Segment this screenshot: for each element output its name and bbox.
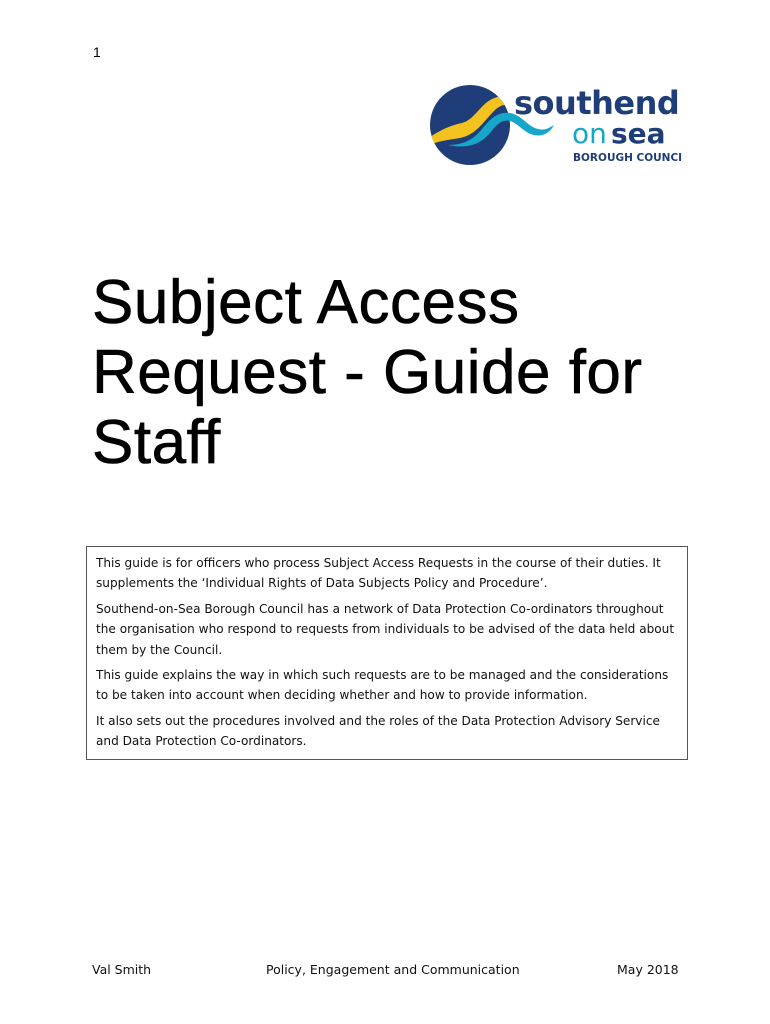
intro-paragraph: This guide is for officers who process Subject Access Requests in the course of their duties. It supplements the ‘Individual Rights of Data Subjects Policy and Procedure’. xyxy=(96,556,661,591)
footer-department: Policy, Engagement and Communication xyxy=(266,962,520,977)
intro-box xyxy=(86,546,688,760)
logo-text-borough-council: BOROUGH COUNCIL xyxy=(573,152,682,164)
title-line-2: Request - Guide for xyxy=(92,338,643,407)
footer-author: Val Smith xyxy=(92,962,152,977)
intro-paragraph: Southend-on-Sea Borough Council has a network of Data Protection Co-ordinators throughout the organisation who respond to requests from individuals to be advised of the data held about them by the Council. xyxy=(96,601,675,657)
logo-text-on: on xyxy=(572,117,607,150)
footer-date: May 2018 xyxy=(617,962,679,977)
southend-council-logo xyxy=(430,83,682,167)
title-line-3: Staff xyxy=(92,408,221,477)
logo-graphic xyxy=(430,83,682,167)
intro-paragraph: This guide explains the way in which such requests are to be managed and the considerations to be taken into account when deciding whether and how to provide information. xyxy=(96,668,669,703)
logo-text-sea: sea xyxy=(611,117,666,150)
title-line-1: Subject Access xyxy=(92,268,520,337)
intro-paragraph: It also sets out the procedures involved and the roles of the Data Protection Advisory Service and Data Protection Co-ordinators. xyxy=(96,713,660,749)
logo-text-southend: southend xyxy=(514,84,680,122)
document-title xyxy=(92,268,712,478)
page-number: 1 xyxy=(93,44,101,60)
